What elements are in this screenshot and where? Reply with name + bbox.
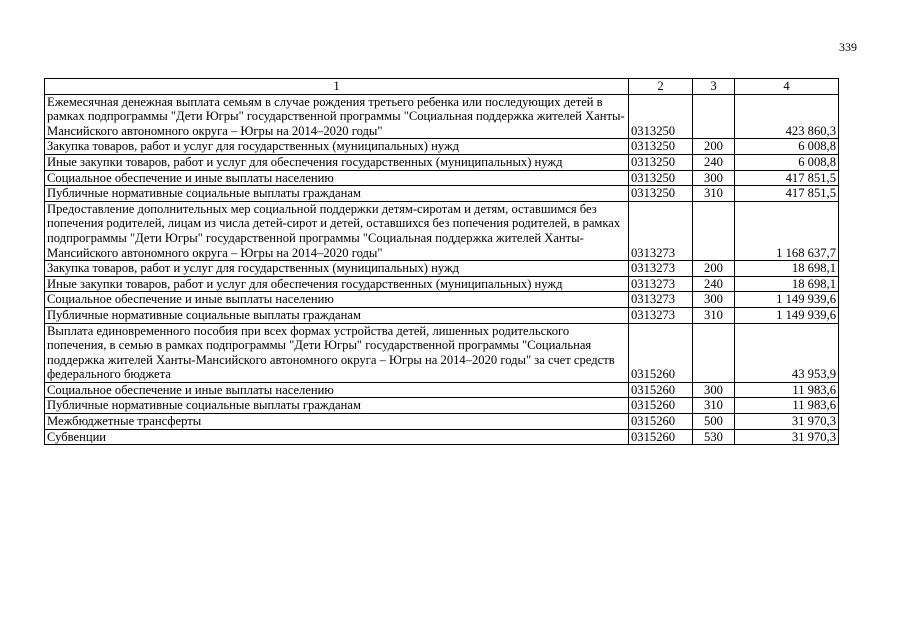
- row-type-cell: 310: [693, 186, 735, 202]
- column-header-2: 2: [629, 79, 693, 95]
- row-code-cell: 0313273: [629, 307, 693, 323]
- row-code-cell: 0315260: [629, 398, 693, 414]
- table-row: [45, 382, 839, 398]
- table-row: [45, 398, 839, 414]
- row-type-cell: 200: [693, 261, 735, 277]
- row-code-cell: 0313273: [629, 261, 693, 277]
- row-sum-cell: 423 860,3: [735, 94, 839, 139]
- row-code-cell: 0313250: [629, 154, 693, 170]
- row-sum-cell: 11 983,6: [735, 382, 839, 398]
- row-code-cell: 0313250: [629, 139, 693, 155]
- table-row: [45, 414, 839, 430]
- table-row: [45, 170, 839, 186]
- row-name-cell: Закупка товаров, работ и услуг для государственных (муниципальных) нужд: [45, 139, 629, 155]
- row-name-cell: Иные закупки товаров, работ и услуг для обеспечения государственных (муниципальных) нужд: [45, 276, 629, 292]
- row-type-cell: 310: [693, 398, 735, 414]
- table-row: [45, 154, 839, 170]
- row-name-cell: Социальное обеспечение и иные выплаты населению: [45, 292, 629, 308]
- row-sum-cell: 18 698,1: [735, 276, 839, 292]
- row-sum-cell: 1 149 939,6: [735, 292, 839, 308]
- row-type-cell: 300: [693, 382, 735, 398]
- budget-table: [44, 78, 839, 445]
- row-code-cell: 0315260: [629, 414, 693, 430]
- table-header-row: [45, 79, 839, 95]
- row-code-cell: 0313273: [629, 201, 693, 260]
- row-type-cell: 310: [693, 307, 735, 323]
- table-row: [45, 323, 839, 382]
- row-name-cell: Иные закупки товаров, работ и услуг для обеспечения государственных (муниципальных) нужд: [45, 154, 629, 170]
- row-name-cell: Ежемесячная денежная выплата семьям в случае рождения третьего ребенка или последующих детей в рамках подпрограммы "Дети Югры" государственной программы "Социальная поддержка жителей Ханты-Мансийского автономного округа – Югры на 2014–2020 годы": [45, 94, 629, 139]
- row-sum-cell: 18 698,1: [735, 261, 839, 277]
- row-type-cell: 500: [693, 414, 735, 430]
- row-type-cell: 530: [693, 429, 735, 445]
- row-sum-cell: 6 008,8: [735, 154, 839, 170]
- row-type-cell: [693, 94, 735, 139]
- row-name-cell: Социальное обеспечение и иные выплаты населению: [45, 382, 629, 398]
- row-code-cell: 0313273: [629, 292, 693, 308]
- row-type-cell: 200: [693, 139, 735, 155]
- row-type-cell: 240: [693, 154, 735, 170]
- table-row: [45, 186, 839, 202]
- row-code-cell: 0313250: [629, 94, 693, 139]
- table-row: [45, 94, 839, 139]
- row-name-cell: Публичные нормативные социальные выплаты гражданам: [45, 398, 629, 414]
- row-code-cell: 0313250: [629, 186, 693, 202]
- row-type-cell: 300: [693, 292, 735, 308]
- row-sum-cell: 1 149 939,6: [735, 307, 839, 323]
- table-row: [45, 429, 839, 445]
- row-name-cell: Субвенции: [45, 429, 629, 445]
- column-header-4: 4: [735, 79, 839, 95]
- row-sum-cell: 11 983,6: [735, 398, 839, 414]
- page-number: 339: [839, 40, 857, 54]
- table-row: [45, 307, 839, 323]
- row-sum-cell: 6 008,8: [735, 139, 839, 155]
- row-code-cell: 0315260: [629, 323, 693, 382]
- row-code-cell: 0313250: [629, 170, 693, 186]
- row-name-cell: Выплата единовременного пособия при всех формах устройства детей, лишенных родительского попечения, в семью в рамках подпрограммы "Дети Югры" государственной программы "Социальная поддержка жителей Ханты-Мансийского автономного округа – Югры на 2014–2020 годы" за счет средств федерального бюджета: [45, 323, 629, 382]
- row-code-cell: 0315260: [629, 429, 693, 445]
- table-row: [45, 201, 839, 260]
- column-header-1: 1: [45, 79, 629, 95]
- row-sum-cell: 417 851,5: [735, 170, 839, 186]
- row-name-cell: Публичные нормативные социальные выплаты гражданам: [45, 307, 629, 323]
- row-name-cell: Закупка товаров, работ и услуг для государственных (муниципальных) нужд: [45, 261, 629, 277]
- row-name-cell: Межбюджетные трансферты: [45, 414, 629, 430]
- row-sum-cell: 43 953,9: [735, 323, 839, 382]
- row-name-cell: Предоставление дополнительных мер социальной поддержки детям-сиротам и детям, оставшимся без попечения родителей, лицам из числа детей-сирот и детей, оставшихся без попечения родителей, в рамках подпрограммы "Дети Югры" государственной программы "Социальная поддержка жителей Ханты-Мансийского автономного округа – Югры на 2014–2020 годы": [45, 201, 629, 260]
- row-type-cell: 240: [693, 276, 735, 292]
- row-name-cell: Публичные нормативные социальные выплаты гражданам: [45, 186, 629, 202]
- row-name-cell: Социальное обеспечение и иные выплаты населению: [45, 170, 629, 186]
- table-row: [45, 292, 839, 308]
- row-type-cell: [693, 323, 735, 382]
- table-row: [45, 139, 839, 155]
- row-sum-cell: 31 970,3: [735, 429, 839, 445]
- table-row: [45, 261, 839, 277]
- row-code-cell: 0313273: [629, 276, 693, 292]
- table-row: [45, 276, 839, 292]
- row-sum-cell: 1 168 637,7: [735, 201, 839, 260]
- row-code-cell: 0315260: [629, 382, 693, 398]
- row-type-cell: 300: [693, 170, 735, 186]
- column-header-3: 3: [693, 79, 735, 95]
- row-type-cell: [693, 201, 735, 260]
- row-sum-cell: 417 851,5: [735, 186, 839, 202]
- row-sum-cell: 31 970,3: [735, 414, 839, 430]
